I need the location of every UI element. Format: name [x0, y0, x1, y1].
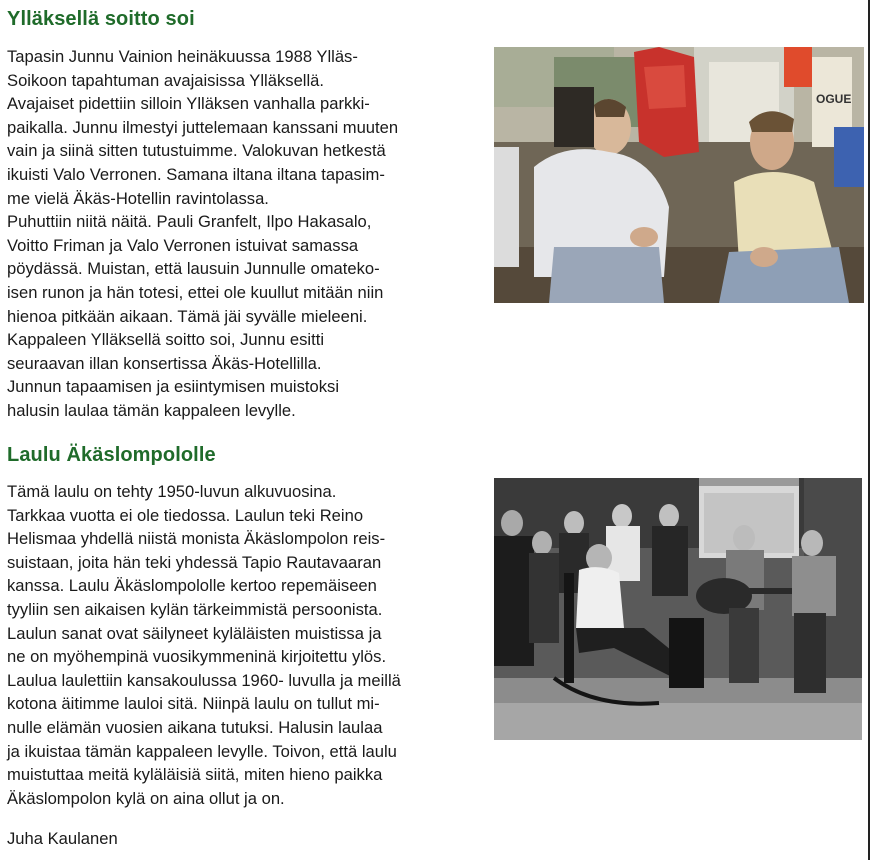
text-line: ne on myöhempinä vuosikymmeninä kirjoitettu ylös.	[7, 647, 387, 667]
text-line: me vielä Äkäs-Hotellin ravintolassa.	[7, 188, 269, 208]
text-line: Soikoon tapahtuman avajaisissa Ylläksellä.	[7, 70, 325, 90]
text-line: nulle elämän vuosien aikana tutuksi. Halusin laulaa	[7, 717, 383, 737]
photo1-sign-text: OGUE	[816, 92, 852, 106]
text-line: Junnun tapaamisen ja esiintymisen muistoksi	[7, 377, 340, 397]
text-line: vain ja siinä sitten tutustuimme. Valokuvan hetkestä	[7, 141, 386, 161]
text-line: Laulun sanat ovat säilyneet kyläläisten muistissa ja	[7, 623, 382, 643]
text-line: pöydässä. Muistan, että lausuin Junnulle omateko-	[7, 259, 380, 279]
section1-body	[7, 45, 398, 423]
text-line: hienoa pitkään aikaan. Tämä jäi syvälle mieleeni.	[7, 306, 368, 326]
section1-heading: Ylläksellä soitto soi	[7, 8, 195, 30]
column-divider	[868, 0, 870, 860]
text-line: Tämä laulu on tehty 1950-luvun alkuvuosina.	[7, 482, 337, 501]
text-line: Tarkkaa vuotta ei ole tiedossa. Laulun teki Reino	[7, 505, 364, 525]
text-line: Puhuttiin niitä näitä. Pauli Granfelt, Ilpo Hakasalo,	[7, 212, 372, 232]
signature: Juha Kaulanen	[7, 829, 118, 848]
text-line: Helismaa yhdellä niistä monista Äkäslompolon reis-	[7, 529, 386, 549]
text-line: isen runon ja hän totesi, ettei ole kuullut mitään niin	[7, 282, 384, 302]
section2-body	[7, 480, 401, 810]
text-line: tyyliin sen aikaisen kylän tärkeimmistä persoonista.	[7, 599, 383, 619]
photo-interior-guitar-group	[494, 478, 862, 740]
text-line: Äkäslompolon kylä on aina ollut ja on.	[7, 788, 285, 808]
text-line: muistuttaa meitä kyläläisiä siitä, miten hieno paikka	[7, 765, 383, 785]
text-line: Avajaiset pidettiin silloin Ylläksen vanhalla parkki-	[7, 94, 370, 114]
text-line: paikalla. Junnu ilmestyi juttelemaan kanssani muuten	[7, 117, 399, 137]
text-line: ja ikuistaa tämän kappaleen levylle. Toivon, että laulu	[7, 741, 397, 761]
text-line: ikuisti Valo Verronen. Samana iltana iltana tapasim-	[7, 164, 385, 184]
photo-outdoor-meeting	[494, 47, 864, 303]
text-line: Kappaleen Ylläksellä soitto soi, Junnu esitti	[7, 330, 325, 350]
text-line: kanssa. Laulu Äkäslompololle kertoo repemäiseen	[7, 576, 377, 596]
text-line: suistaan, joita hän teki yhdessä Tapio Rautavaaran	[7, 552, 382, 572]
text-line: Voitto Friman ja Valo Verronen istuivat samassa	[7, 235, 359, 255]
text-line: Laulua laulettiin kansakoulussa 1960- luvulla ja meillä	[7, 670, 401, 690]
text-line: Tapasin Junnu Vainion heinäkuussa 1988 Ylläs-	[7, 47, 358, 66]
text-line: halusin laulaa tämän kappaleen levylle.	[7, 400, 296, 420]
text-line: seuraavan illan konsertissa Äkäs-Hotellilla.	[7, 353, 322, 373]
section2-heading: Laulu Äkäslompololle	[7, 444, 216, 466]
text-line: kotona äitimme lauloi sitä. Niinpä laulu on tullut mi-	[7, 694, 380, 714]
